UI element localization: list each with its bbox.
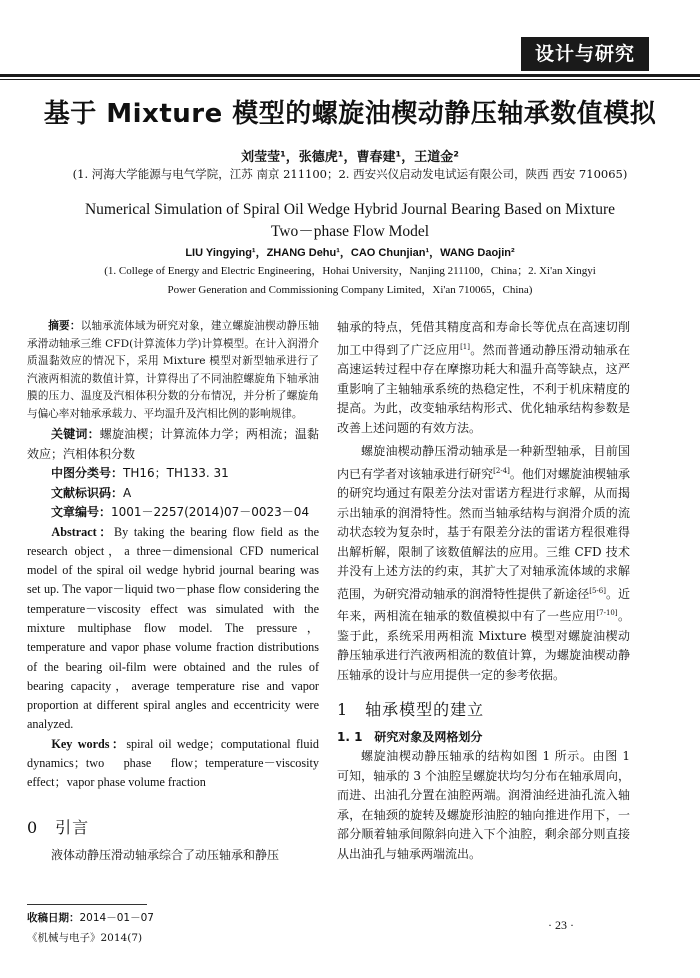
right-column — [337, 318, 630, 864]
title-english-line1: Numerical Simulation of Spiral Oil Wedge Hybrid Journal Bearing Based on Mixture — [84, 201, 616, 218]
clc-value: TH16；TH133. 31 — [123, 466, 229, 480]
document-code-label: 文献标识码： — [51, 485, 124, 500]
clc-number — [27, 464, 319, 484]
title-english — [40, 199, 660, 243]
keywords-english — [27, 735, 319, 793]
header-rule-thin — [0, 79, 700, 80]
abstract-english — [27, 523, 319, 735]
abstract-english-text: By taking the bearing flow field as the research object，a three－dimensional CFD numerical model of the spiral oil wedge hybrid journal bearing was set up. The vapor－liquid two－phase flow considering the temperature－viscosity effect was simulated with the mixture multiphase flow model. The pressure，temperature and vapor phase volume fraction distributions of the bearing oil-film were obtained and the rules of bearing capacity，average temperature rise and vapor proportion at different spiral angles and eccentricity were analyzed. — [27, 524, 319, 732]
keywords-chinese — [27, 425, 319, 464]
intro-paragraph-1-continued: 轴承的特点，凭借其精度高和寿命长等优点在高速切削加工中得到了广泛应用[1]。然而普通动静压滑动轴承在高速运转过程中存在摩擦功耗大和温升高等缺点，这严重影响了主轴轴承系统的热稳定性，不利于机床精度的提高。为此，改变轴承结构形式、优化轴承结构参数是改善上述问题的有效方法。 — [337, 320, 630, 435]
title-chinese: 基于 Mixture 模型的螺旋油楔动静压轴承数值模拟 — [43, 99, 657, 129]
authors-english: LIU Yingying¹，ZHANG Dehu¹，CAO Chunjian¹，WANG Daojin² — [185, 247, 515, 259]
received-date-value: 2014－01－07 — [79, 912, 154, 924]
intro-paragraph-2: 螺旋油楔动静压滑动轴承是一种新型轴承，目前国内已有学者对该轴承进行研究[2-4]。他们对螺旋油楔轴承的研究均通过有限差分法对雷诺方程进行求解，从而揭示出轴承的润滑特性。然而当轴承结构与润滑介质的流动状态较为复杂时，基于有限差分法的雷诺方程很难得出解析解，限制了该数值解法的应用。三维 CFD 技术并没有上述方法的约束，其扩大了对轴承流体域的求解范围，为研究滑动轴承的润滑特性提供了新途径[5-6]。近年来，两相流在轴承的数值模拟中有了一些应用[7-10]。鉴于此，系统采用两相流 Mixture 模型对螺旋油楔动静压轴承进行汽液两相流的数值计算，为螺旋油楔动静压轴承的设计与应用提供一定的参考依据。 — [337, 444, 630, 682]
citation: [7-10] — [596, 609, 618, 617]
affiliation-english-line2: Power Generation and Commissioning Company Limited，Xi'an 710065，China) — [167, 284, 533, 296]
affiliation-english-line1: (1. College of Energy and Electric Engineering，Hohai University，Nanjing 211100，China；2. Xi'an Xingyi — [104, 265, 596, 277]
header-rule — [0, 74, 700, 77]
article-number — [27, 503, 319, 523]
abstract-chinese-label: 摘要： — [48, 320, 81, 332]
article-number-label: 文章编号： — [51, 505, 112, 519]
affiliation-chinese: (1. 河海大学能源与电气学院，江苏 南京 211100；2. 西安兴仪启动发电试运有限公司，陕西 西安 710065) — [72, 167, 628, 181]
citation: [5-6] — [589, 586, 606, 595]
keywords-chinese-text: 螺旋油楔；计算流体力学；两相流；温黏效应；汽相体积分数 — [27, 427, 319, 461]
left-column — [27, 318, 319, 865]
authors-chinese: 刘莹莹¹，张德虎¹，曹春建¹，王道金² — [241, 150, 459, 165]
subsection-1-1-heading: 1. 1 研究对象及网格划分 — [337, 730, 483, 744]
document-code-value: A — [123, 485, 132, 500]
section-1-paragraph: 螺旋油楔动静压轴承的结构如图 1 所示。由图 1 可知，轴承的 3 个油腔呈螺旋状均匀分布在轴承周向，而进、出油孔分置在油腔两端。润滑油经进油孔流入轴承，在轴颈的旋转及螺旋形油腔的轴向推进作用下，一部分顺着轴承间隙斜向进入下个油腔，剩余部分则直接从出油孔与轴承两端流出。 — [337, 749, 630, 861]
intro-paragraph-start: 液体动静压滑动轴承综合了动压轴承和静压 — [51, 847, 280, 862]
citation: [1] — [460, 342, 470, 351]
article-number-value: 1001－2257(2014)07－0023－04 — [111, 505, 310, 519]
section-0-heading: 0 引言 — [27, 817, 90, 837]
keywords-english-label: Key words： — [51, 736, 127, 751]
footnote-rule — [27, 904, 147, 905]
abstract-chinese — [27, 318, 319, 423]
clc-label: 中图分类号： — [51, 466, 124, 480]
keywords-chinese-label: 关键词： — [51, 427, 100, 441]
title-english-line2: Two－phase Flow Model — [270, 223, 430, 240]
page-number: · 23 · — [548, 918, 574, 932]
affiliation-english — [60, 262, 640, 300]
received-date-label: 收稿日期： — [27, 912, 80, 924]
received-date — [27, 910, 154, 925]
abstract-english-label: Abstract： — [51, 524, 115, 539]
section-1-heading: 1 轴承模型的建立 — [337, 700, 485, 719]
document-code — [27, 484, 319, 504]
journal-citation: 《机械与电子》2014(7) — [27, 932, 143, 944]
citation: [2-4] — [493, 466, 510, 475]
abstract-chinese-text: 以轴承流体域为研究对象，建立螺旋油楔动静压轴承滑动轴承三维 CFD(计算流体力学)计算模型。在计入润滑介质温黏效应的情况下，采用 Mixture 模型对新型轴承进行了汽液两相流的数值计算，计算得出了不同油腔螺旋角下轴承油膜的压力、温度及汽相体积分数的分布情况，并分析了螺旋角与偏心率对轴承承载力、平均温升及汽相比例的影响规律。 — [27, 320, 320, 420]
keywords-english-text: spiral oil wedge；computational fluid dynamics；two phase flow；temperature－viscosity effect；vapor phase volume fraction — [27, 736, 319, 790]
section-tag: 设计与研究 — [521, 37, 649, 71]
